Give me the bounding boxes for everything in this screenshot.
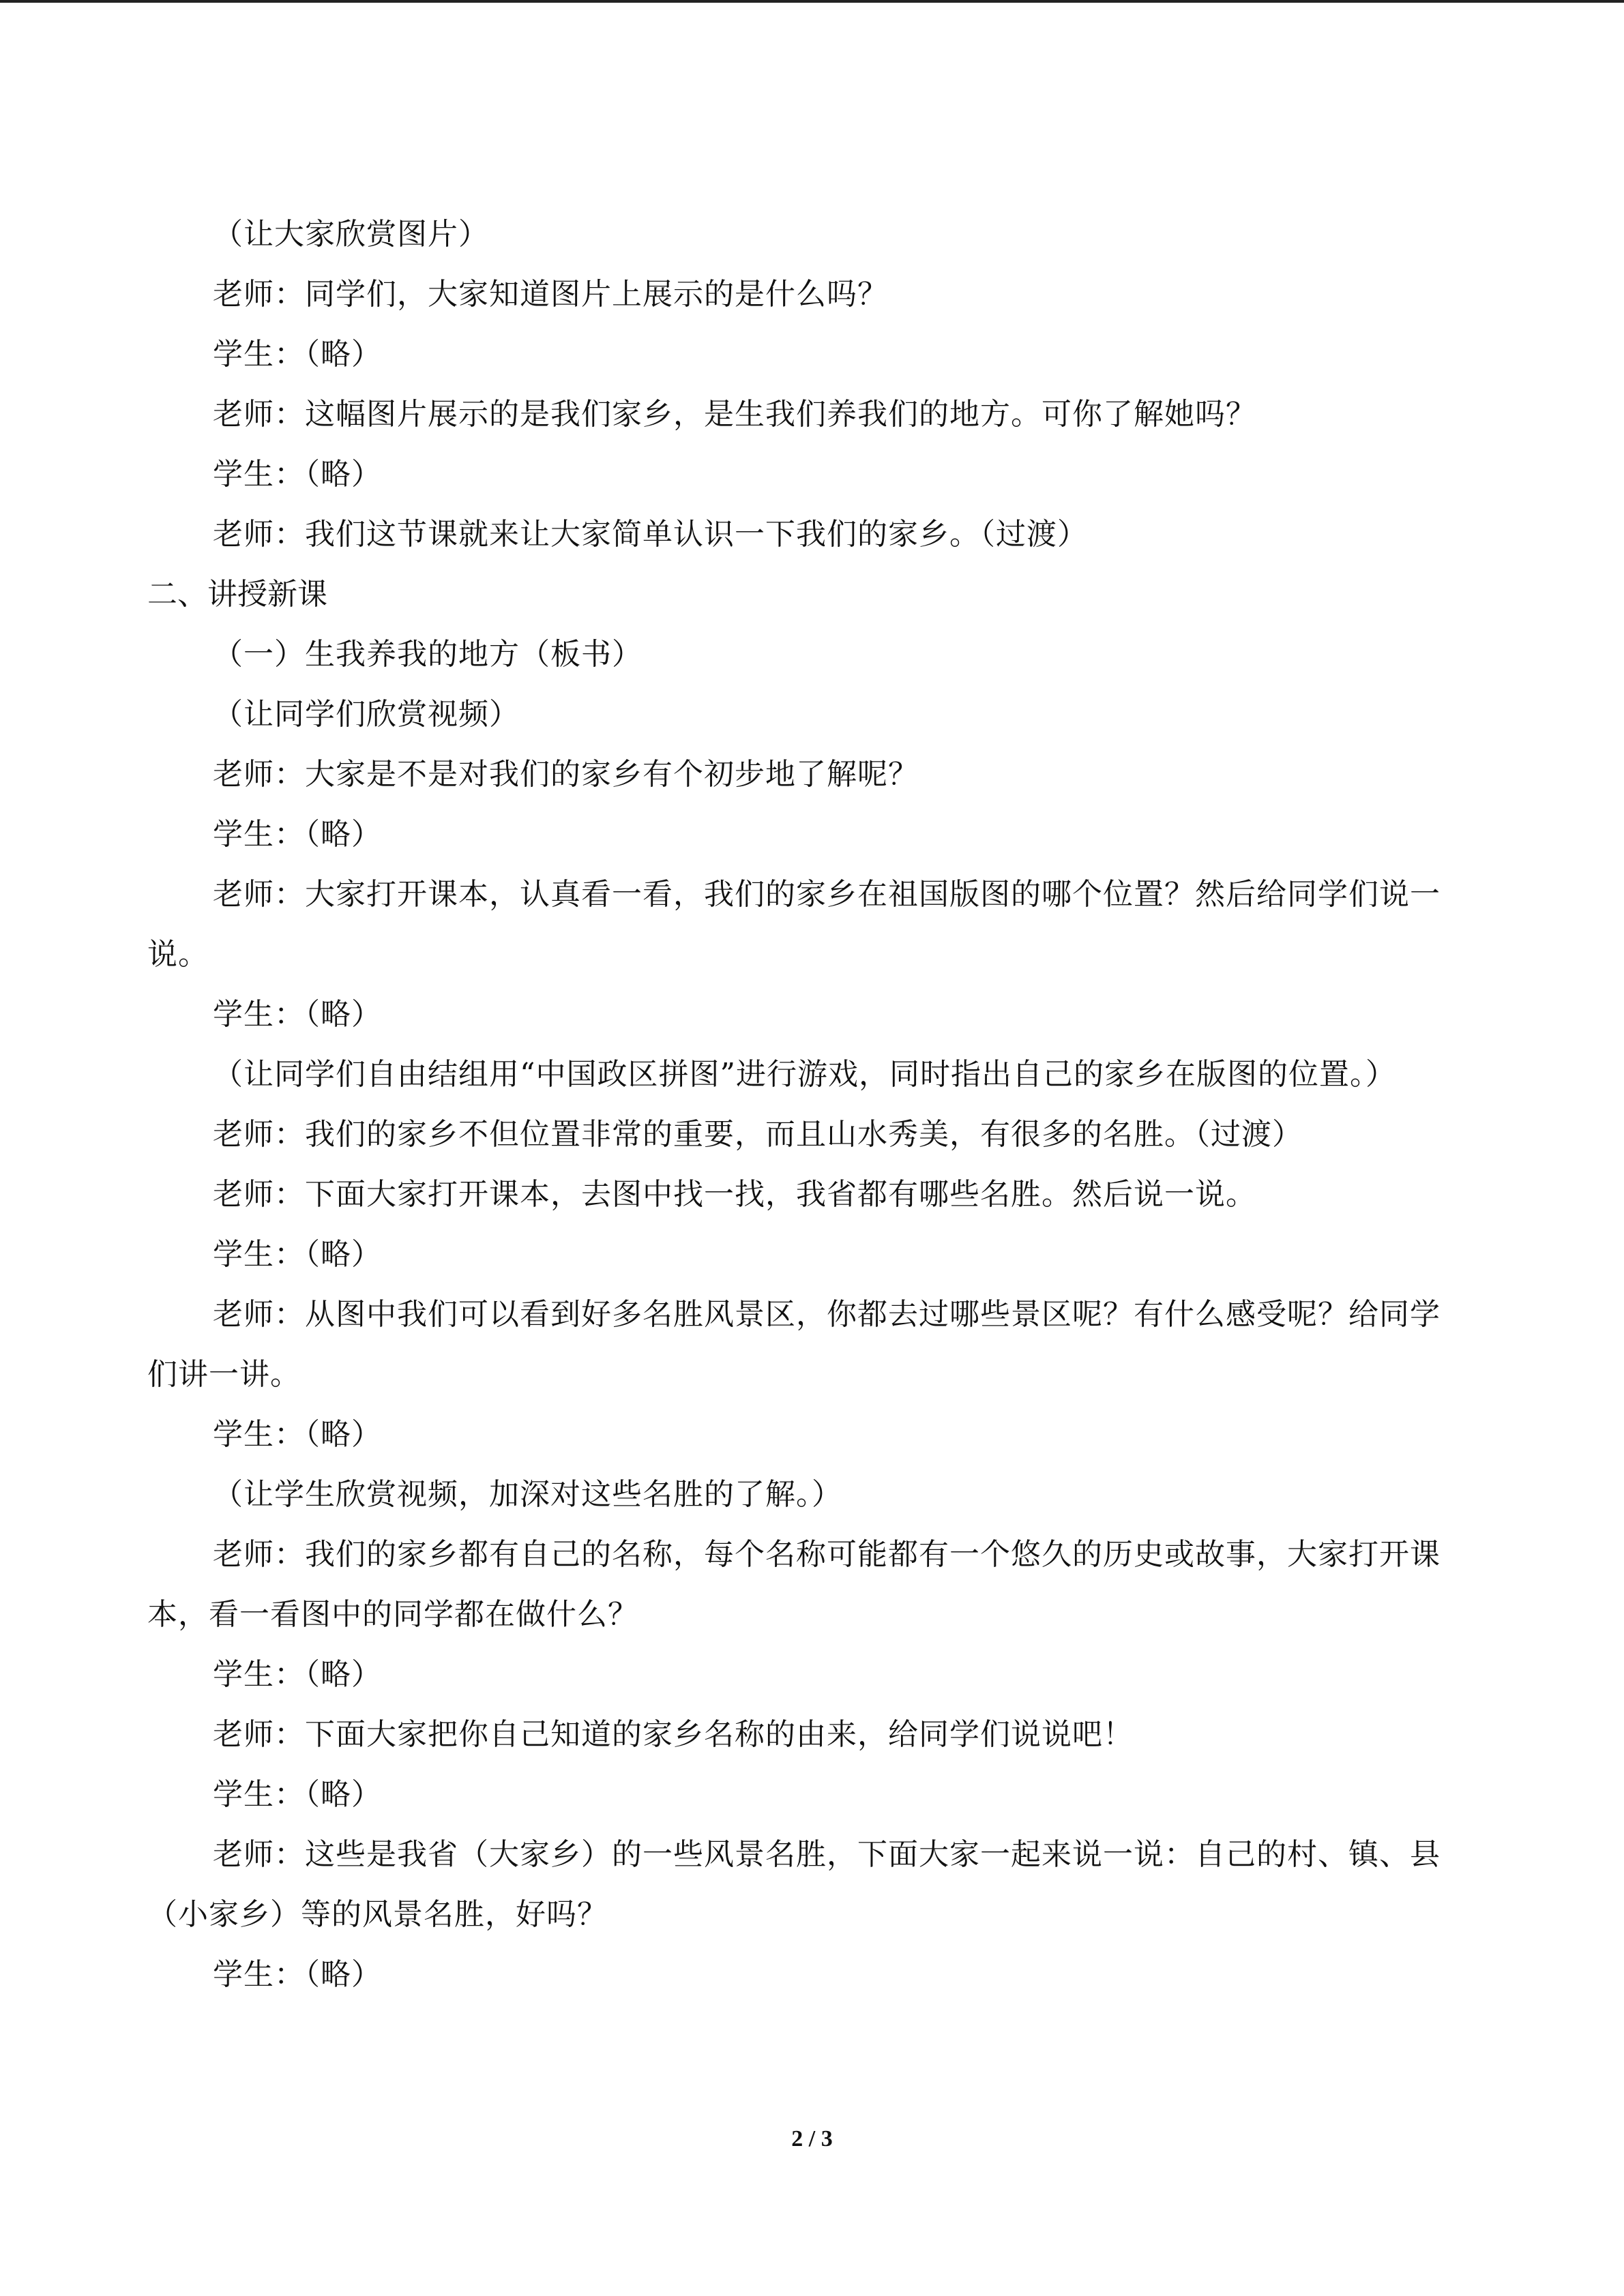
page-top-rule [0, 0, 1624, 3]
paragraph: 老师：这幅图片展示的是我们家乡，是生我们养我们的地方。可你了解她吗？ [213, 397, 1256, 432]
paragraph: 老师：这些是我省（大家乡）的一些风景名胜，下面大家一起来说一说：自己的村、镇、县（小家乡）等的风景名胜，好吗？ [147, 1837, 1441, 1932]
document-body [147, 205, 1464, 2005]
paragraph: 学生：（略） [213, 997, 382, 1032]
paragraph: 老师：下面大家把你自己知道的家乡名称的由来，给同学们说说吧！ [213, 1717, 1134, 1752]
section-heading: 二、讲授新课 [147, 577, 327, 612]
paragraph: 老师：从图中我们可以看到好多名胜风景区，你都去过哪些景区呢？有什么感受呢？给同学们讲一讲。 [147, 1297, 1441, 1392]
paragraph: 老师：下面大家打开课本，去图中找一找，我省都有哪些名胜。然后说一说。 [213, 1177, 1256, 1212]
paragraph: 学生：（略） [213, 1237, 382, 1272]
paragraph: 学生：（略） [213, 1957, 382, 1992]
page-number: 2 / 3 [791, 2126, 833, 2151]
paragraph: 学生：（略） [213, 1777, 382, 1812]
subsection-heading: （一）生我养我的地方（板书） [213, 637, 643, 672]
paragraph: （让学生欣赏视频，加深对这些名胜的了解。） [213, 1477, 842, 1512]
paragraph: 学生：（略） [213, 1417, 382, 1452]
paragraph: 老师：大家打开课本，认真看一看，我们的家乡在祖国版图的哪个位置？然后给同学们说一说。 [147, 877, 1441, 972]
paragraph: 学生：（略） [213, 457, 382, 492]
paragraph: 老师：我们的家乡都有自己的名称，每个名称可能都有一个悠久的历史或故事，大家打开课本，看一看图中的同学都在做什么？ [147, 1537, 1441, 1632]
paragraph: 学生：（略） [213, 1657, 382, 1692]
paragraph: 学生：（略） [213, 337, 382, 372]
paragraph: 老师：我们这节课就来让大家简单认识一下我们的家乡。（过渡） [213, 517, 1088, 552]
paragraph: 老师：大家是不是对我们的家乡有个初步地了解呢？ [213, 757, 919, 792]
paragraph: （让同学们自由结组用“中国政区拼图”进行游戏，同时指出自己的家乡在版图的位置。） [213, 1057, 1396, 1092]
paragraph: （让大家欣赏图片） [213, 217, 489, 252]
paragraph: （让同学们欣赏视频） [213, 697, 520, 732]
paragraph: 学生：（略） [213, 817, 382, 852]
paragraph: 老师：我们的家乡不但位置非常的重要，而且山水秀美，有很多的名胜。（过渡） [213, 1117, 1303, 1152]
paragraph: 老师：同学们，大家知道图片上展示的是什么吗？ [213, 277, 888, 312]
